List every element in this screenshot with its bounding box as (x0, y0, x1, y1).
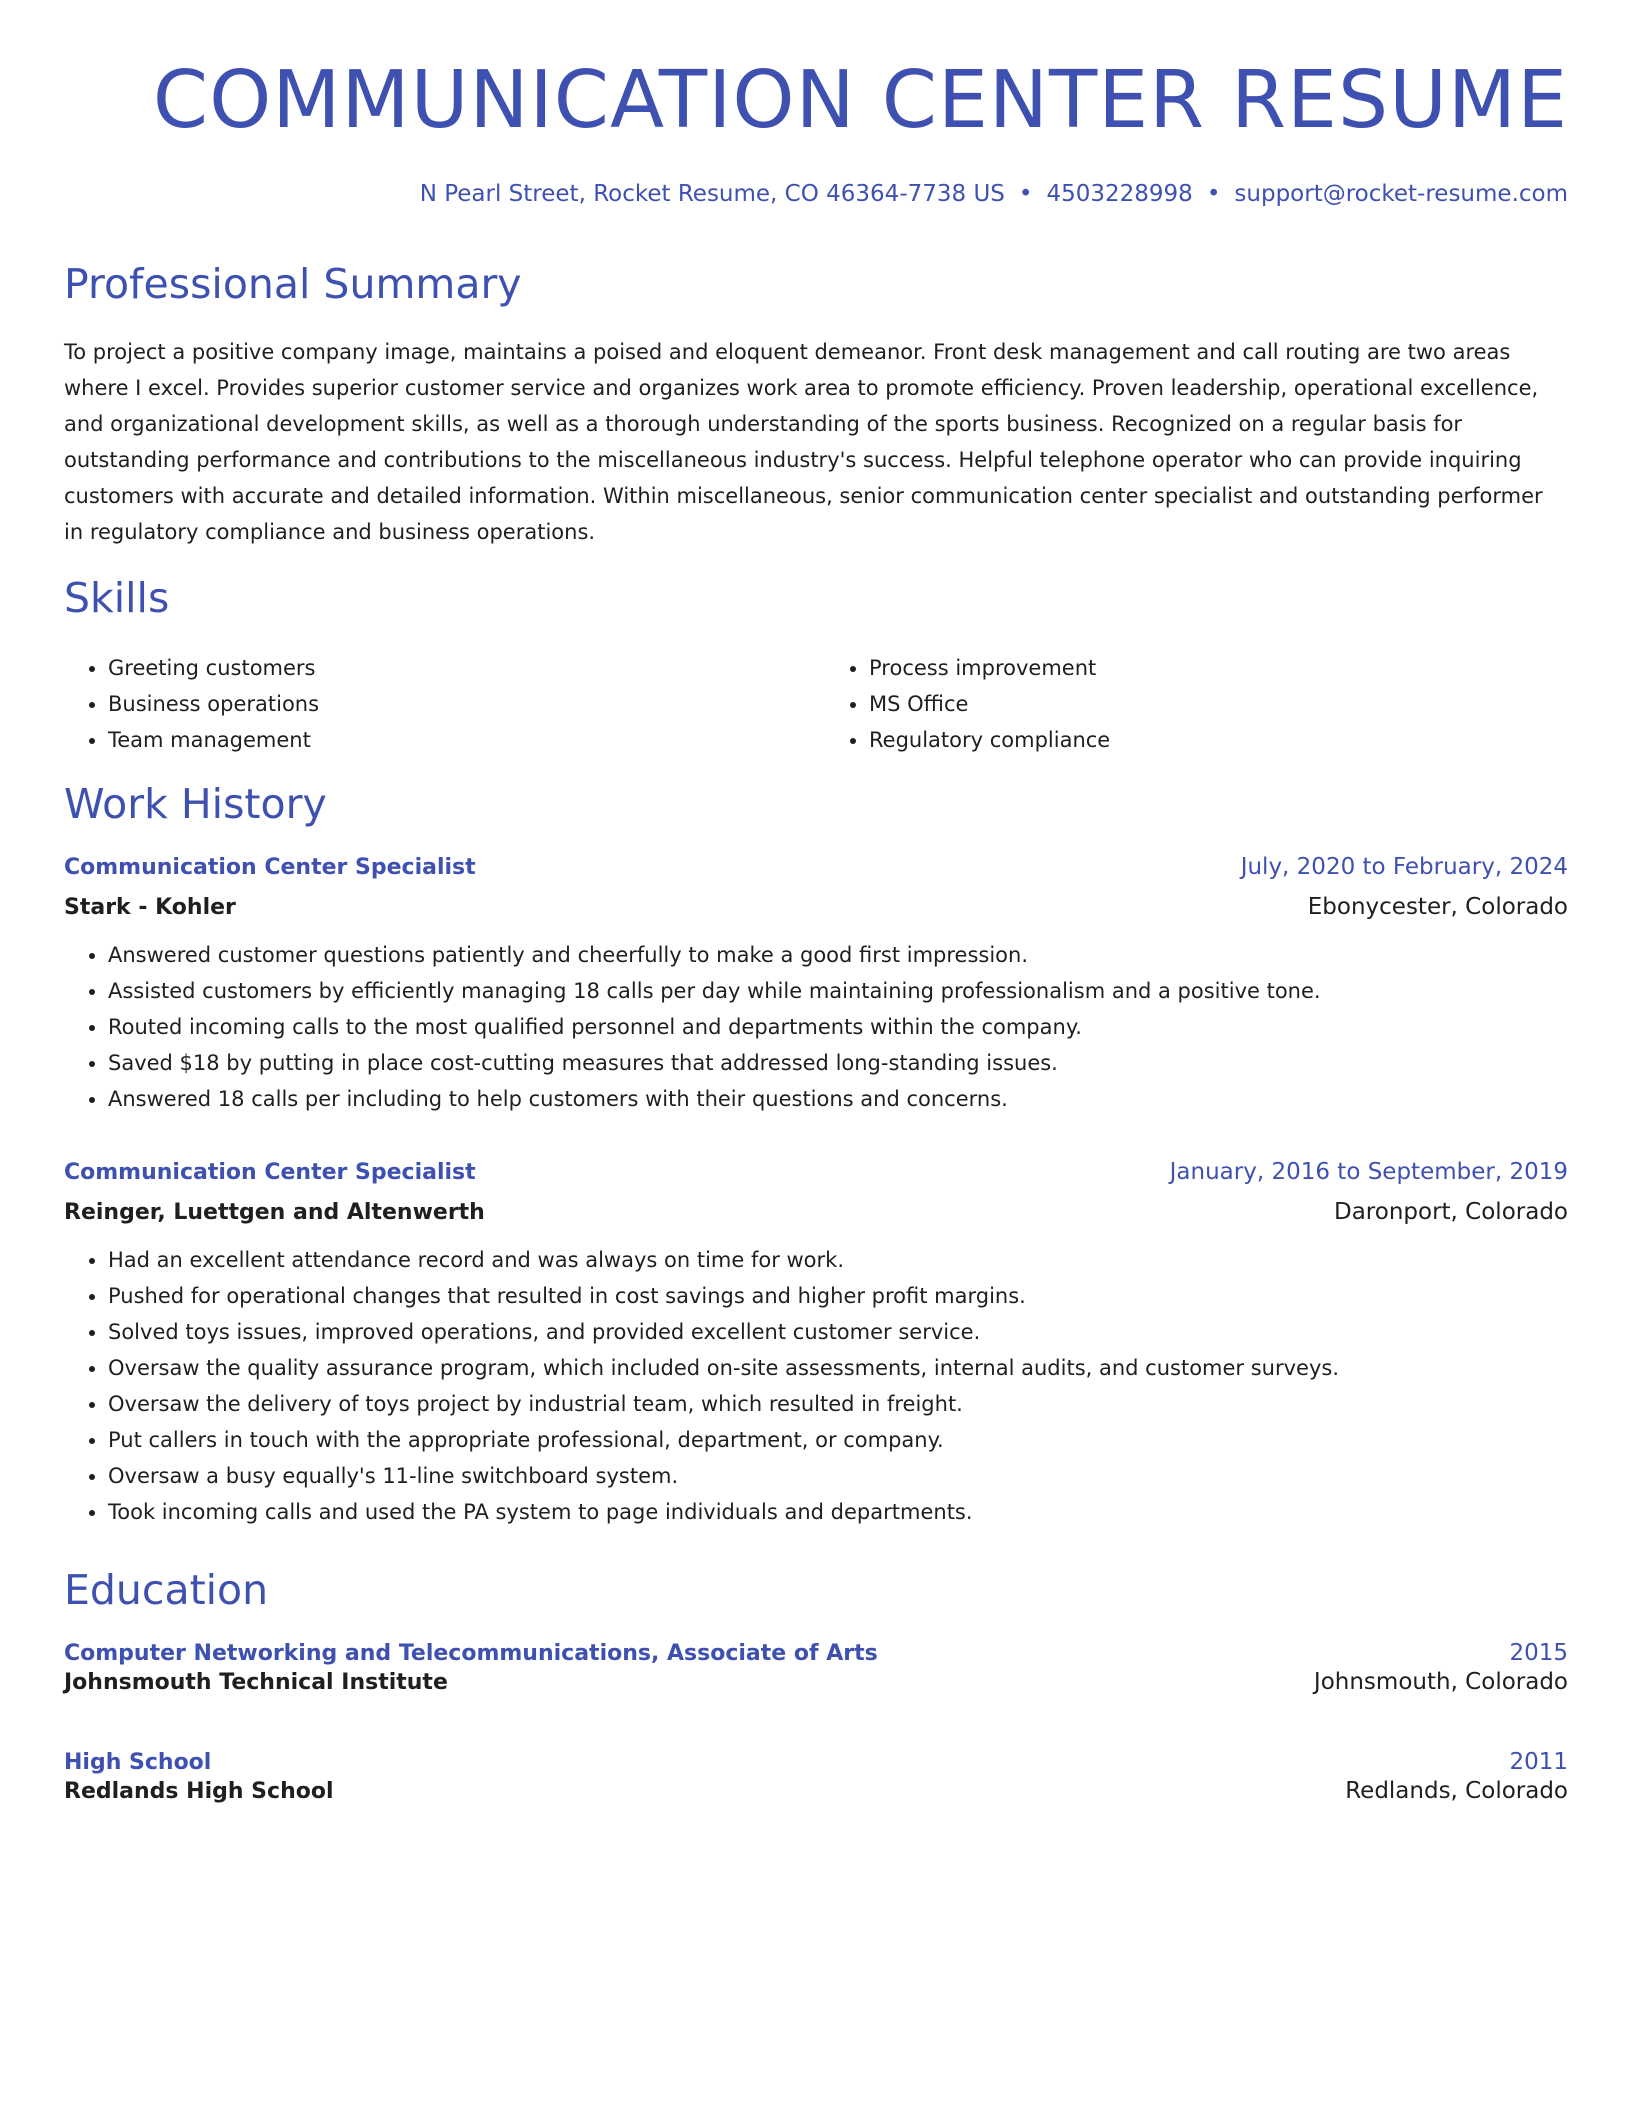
skills-column-right (807, 650, 1568, 758)
job-bullet: • Answered customer questions patiently and cheerfully to make a good first impression. (108, 937, 1568, 973)
job-location: Daronport, Colorado (1334, 1199, 1568, 1225)
education-school: Johnsmouth Technical Institute (64, 1670, 448, 1695)
job-bullet: • Assisted customers by efficiently managing 18 calls per day while maintaining professionalism and a positive tone. (108, 973, 1568, 1009)
skill-item: • Business operations (108, 686, 807, 722)
job-entry (64, 852, 1568, 1117)
skills-heading: Skills (64, 574, 170, 622)
job-company: Reinger, Luettgen and Altenwerth (64, 1200, 485, 1225)
skill-item: • MS Office (869, 686, 1568, 722)
job-bullet: • Answered 18 calls per including to help customers with their questions and concerns. (108, 1081, 1568, 1117)
job-header (64, 852, 1568, 883)
education-degree: High School (64, 1750, 212, 1775)
summary-text: To project a positive company image, maintains a poised and eloquent demeanor. Front desk management and call routing are two areas where I excel. Provides superior customer service and organizes work area to promote efficiency. Proven leadership, operational excellence, and organizational development skills, as well as a thorough understanding of the sports business. Recognized on a regular basis for outstanding performance and contributions to the miscellaneous industry's success. Helpful telephone operator who can provide inquiring customers with accurate and detailed information. Within miscellaneous, senior communication center specialist and outstanding performer in regulatory compliance and business operations. (64, 340, 1543, 544)
education-school-row (64, 1776, 1568, 1807)
contact-email: support@rocket-resume.com (1234, 181, 1568, 207)
education-year: 2015 (1509, 1640, 1568, 1666)
skill-item: • Team management (108, 722, 807, 758)
contact-separator: • (1206, 181, 1221, 207)
job-dates: January, 2016 to September, 2019 (1169, 1159, 1568, 1185)
skill-item: • Process improvement (869, 650, 1568, 686)
job-bullet: • Took incoming calls and used the PA system to page individuals and departments. (108, 1494, 1568, 1530)
summary-heading: Professional Summary (64, 260, 522, 308)
contact-line (420, 179, 1568, 209)
education-school: Redlands High School (64, 1779, 334, 1804)
job-bullet: • Routed incoming calls to the most qualified personnel and departments within the company. (108, 1009, 1568, 1045)
job-bullet: • Solved toys issues, improved operations, and provided excellent customer service. (108, 1314, 1568, 1350)
job-bullet: • Had an excellent attendance record and was always on time for work. (108, 1242, 1568, 1278)
education-location: Johnsmouth, Colorado (1313, 1669, 1568, 1695)
job-location: Ebonycester, Colorado (1307, 894, 1568, 920)
job-dates: July, 2020 to February, 2024 (1240, 854, 1568, 880)
education-heading: Education (64, 1566, 269, 1614)
job-employer-row (64, 1188, 1568, 1228)
job-header (64, 1157, 1568, 1188)
job-entry (64, 1157, 1568, 1530)
job-bullet: • Oversaw a busy equally's 11-line switchboard system. (108, 1458, 1568, 1494)
contact-address: N Pearl Street, Rocket Resume, CO 46364-7738 US (419, 181, 1005, 207)
job-title: Communication Center Specialist (64, 855, 476, 880)
skills-list (64, 650, 1568, 758)
work-history-heading: Work History (64, 780, 327, 828)
job-bullet: • Oversaw the delivery of toys project by industrial team, which resulted in freight. (108, 1386, 1568, 1422)
education-degree: Computer Networking and Telecommunications, Associate of Arts (64, 1641, 878, 1666)
job-company: Stark - Kohler (64, 895, 236, 920)
resume-title: COMMUNICATION CENTER RESUME (152, 54, 1568, 146)
skill-item: • Greeting customers (108, 650, 807, 686)
education-entry (64, 1747, 1568, 1807)
education-entry (64, 1638, 1568, 1698)
job-bullet: • Put callers in touch with the appropriate professional, department, or company. (108, 1422, 1568, 1458)
job-title: Communication Center Specialist (64, 1160, 476, 1185)
job-employer-row (64, 883, 1568, 923)
education-location: Redlands, Colorado (1345, 1778, 1568, 1804)
education-header (64, 1638, 1568, 1669)
contact-separator: • (1018, 181, 1033, 207)
education-header (64, 1747, 1568, 1778)
job-bullet: • Pushed for operational changes that resulted in cost savings and higher profit margins. (108, 1278, 1568, 1314)
education-year: 2011 (1509, 1749, 1568, 1775)
skill-item: • Regulatory compliance (869, 722, 1568, 758)
job-bullet: • Oversaw the quality assurance program, which included on-site assessments, internal audits, and customer surveys. (108, 1350, 1568, 1386)
job-bullet: • Saved $18 by putting in place cost-cutting measures that addressed long-standing issues. (108, 1045, 1568, 1081)
skills-column-left (64, 650, 807, 758)
job-bullets (64, 1242, 1568, 1530)
contact-phone: 4503228998 (1046, 181, 1193, 207)
job-bullets (64, 937, 1568, 1117)
education-school-row (64, 1667, 1568, 1698)
